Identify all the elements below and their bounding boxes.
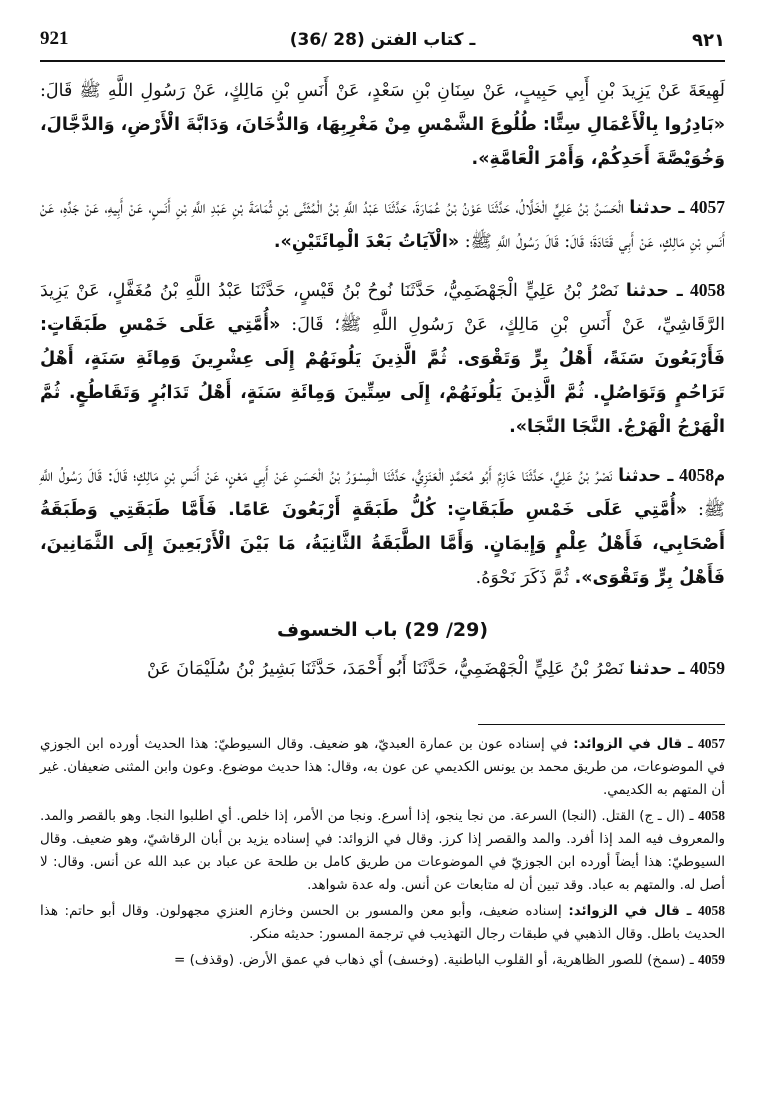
hadith-4059 xyxy=(40,651,725,686)
footnote-text: ـ (سمخ) للصور الظاهرية، أو القلوب الباطنية. (وخسف) أي ذهاب في عمق الأرض. (وقذف) = xyxy=(173,952,694,968)
isnad-text: لَهِيعَةَ عَنْ يَزِيدَ بْنِ أَبِي حَبِيبٍ، عَنْ سِنَانِ بْنِ سَعْدٍ، عَنْ أَنَسِ بْنِ مَالِكٍ، عَنْ رَسُولِ اللَّهِ ﷺ قَالَ: xyxy=(40,81,725,101)
hadith-lead: ـ حدثنا xyxy=(629,659,685,679)
footnote-number: 4058 xyxy=(698,808,726,823)
hadith-4057 xyxy=(40,190,725,259)
hadith-matn: «الْآيَاتُ بَعْدَ الْمِائَتَيْنِ». xyxy=(273,232,460,252)
footnote-rule xyxy=(478,724,725,725)
footnote-lead: ـ قال في الزوائد: xyxy=(568,903,692,919)
running-title: (36/ 28) ـ كتاب الفتن xyxy=(289,30,476,50)
hadith-number: 4057 xyxy=(690,197,725,217)
hadith-lead: ـ حدثنا xyxy=(618,466,674,486)
hadith-matn: «بَادِرُوا بِالْأَعْمَالِ سِتًّا: طُلُوعَ الشَّمْسِ مِنْ مَغْرِبِهَا، وَالدُّخَانَ، وَدَابَّةَ الْأَرْضِ، وَالدَّجَّالَ، وَخُوَيْصَّةَ أَحَدِكُمْ، وَأَمْرَ الْعَامَّةِ». xyxy=(40,115,725,169)
page-number-arabic: ٩٢١ xyxy=(692,30,725,51)
page-number-latin: 921 xyxy=(40,28,69,49)
footnote-4058-a xyxy=(40,804,725,897)
hadith-lead: ـ حدثنا xyxy=(625,281,683,301)
hadith-matn: «أُمَّتِي عَلَى خَمْسِ طَبَقَاتٍ: فَأَرْبَعُونَ سَنَةً، أَهْلُ بِرٍّ وَتَقْوَى. ثُمَّ الَّذِينَ يَلُونَهُمْ إِلَى عِشْرِينَ وَمِائَةِ سَنَةٍ، أَهْلُ تَرَاحُمٍ وَتَوَاصُلٍ. ثُمَّ الَّذِينَ يَلُونَهُمْ، إِلَى سِتِّينَ وَمِائَةِ سَنَةٍ، أَهْلُ تَدَابُرٍ وَتَقَاطُعٍ. ثُمَّ الْهَرْجُ الْهَرْجُ. النَّجَا النَّجَا». xyxy=(40,315,725,437)
footnote-text: ـ (ال ـ ج) القتل. (النجا) السرعة. من نجا ينجو، إذا أسرع. ونجا من الأمر، إذا خلص. أي اطلبوا النجا. وهو بالقصر والمد. والمعروف فيه المد إذا أفرد. والمد والقصر إذا كرز. وقال في الزوائد: في إسناده يزيد بن أبان الرقاشيّ، وهو ضعيف. وقال السيوطيّ: هذا أيضاً أورده ابن الجوزيّ في الموضوعات من طريق كامل بن طلحة عن عباد بن عبد الله عن أنس. وقال: لا أصل له. والمتهم به عباد. وقد تبين أن له متابعات عن أنس. وله عدة شواهد. xyxy=(40,808,725,893)
hadith-matn: «أُمَّتِي عَلَى خَمْسِ طَبَقَاتٍ: كُلُّ طَبَقَةٍ أَرْبَعُونَ عَامًا. فَأَمَّا طَبَقَتِي وَطَبَقَةُ أَصْحَابِي، فَأَهْلُ عِلْمٍ وَإِيمَانٍ. وَأَمَّا الطَّبَقَةُ الثَّانِيَةُ، مَا بَيْنَ الْأَرْبَعِينَ إِلَى الثَّمَانِينَ، فَأَهْلُ بِرٍّ وَتَقْوَى». xyxy=(40,500,725,588)
isnad-text: نَصْرُ بْنُ عَلِيٍّ الْجَهْضَمِيُّ، حَدَّثَنَا أَبُو أَحْمَدَ، حَدَّثَنَا بَشِيرُ بْنُ سُلَيْمَانَ عَنْ xyxy=(146,659,630,679)
footnote-4057 xyxy=(40,732,725,802)
isnad-text: نَصْرُ بْنُ عَلِيٍّ، حَدَّثَنَا خَازِمٌ أَبُو مُحَمَّدٍ الْعَنَزِيُّ، حَدَّثَنَا الْمِسْوَرُ بْنُ الْحَسَنِ عَنْ أَبِي مَعْنٍ، عَنْ أَنَسِ بْنِ مَالِكٍ؛ قَالَ: قَالَ رَسُولُ اللَّهِ ﷺ: xyxy=(40,466,725,520)
header-rule xyxy=(40,60,725,62)
footnote-lead: ـ قال في الزوائد: xyxy=(573,736,693,752)
footnote-text: إسناده ضعيف، وأبو معن والمسور بن الحسن وخازم العنزي مجهولون. وقال أبو حاتم: هذا الحديث باطل. وقال الذهبي في طبقات رجال التهذيب في ترجمة المسور: حديثه منكر. xyxy=(40,903,725,942)
hadith-continuation xyxy=(40,74,725,176)
footnote-number: 4059 xyxy=(698,952,725,967)
chapter-title: (29/ 29) باب الخسوف xyxy=(276,619,489,641)
hadith-number: 4059 xyxy=(690,658,725,678)
main-text xyxy=(40,74,725,700)
footnote-number: 4058 xyxy=(698,903,726,918)
isnad-text: نَصْرُ بْنُ عَلِيٍّ الْجَهْضَمِيُّ، حَدَّثَنَا نُوحُ بْنُ قَيْسٍ، حَدَّثَنَا عَبْدُ اللَّهِ بْنُ مُغَفَّلٍ، عَنْ يَزِيدَ الرَّقَاشِيِّ، عَنْ أَنَسِ بْنِ مَالِكٍ، عَنْ رَسُولِ اللَّهِ ﷺ؛ قَالَ: xyxy=(40,281,725,335)
footnote-4059 xyxy=(40,948,725,972)
hadith-4058 xyxy=(40,273,725,444)
footnotes xyxy=(40,732,725,974)
footnote-text: في إسناده عون بن عمارة العبديّ، هو ضعيف. وقال السيوطيّ: هذا الحديث أورده ابن الجوزي في الموضوعات، من طريق محمد بن يونس الكديمي عن عون به، وقال: هذا حديث موضوع. وعون وابن المثنى ضعيفان. غير أن المتهم به الكديمي. xyxy=(40,736,725,798)
hadith-number: 4058 xyxy=(690,280,725,300)
hadith-number: 4058م xyxy=(679,465,725,485)
footnote-4058-b xyxy=(40,899,725,946)
isnad-text: الْحَسَنُ بْنُ عَلِيٍّ الْخَلَّالُ، حَدَّثَنَا عَوْنُ بْنُ عُمَارَةَ، حَدَّثَنَا عَبْدُ اللَّهِ بْنُ الْمُثَنَّى بْنِ ثُمَامَةَ بْنِ عَبْدِ اللَّهِ بْنِ أَنَسٍ، عَنْ أَبِيهِ، عَنْ جَدِّهِ، عَنْ أَنَسِ بْنِ مَالِكٍ، عَنْ أَبِي قَتَادَةَ؛ قَالَ: قَالَ رَسُولُ اللَّهِ ﷺ: xyxy=(40,198,725,252)
hadith-4058m xyxy=(40,458,725,595)
footnote-number: 4057 xyxy=(698,736,726,751)
hadith-lead: ـ حدثنا xyxy=(629,198,685,218)
page-header xyxy=(40,28,725,60)
hadith-tail: ثُمَّ ذَكَرَ نَحْوَهُ. xyxy=(475,568,575,588)
